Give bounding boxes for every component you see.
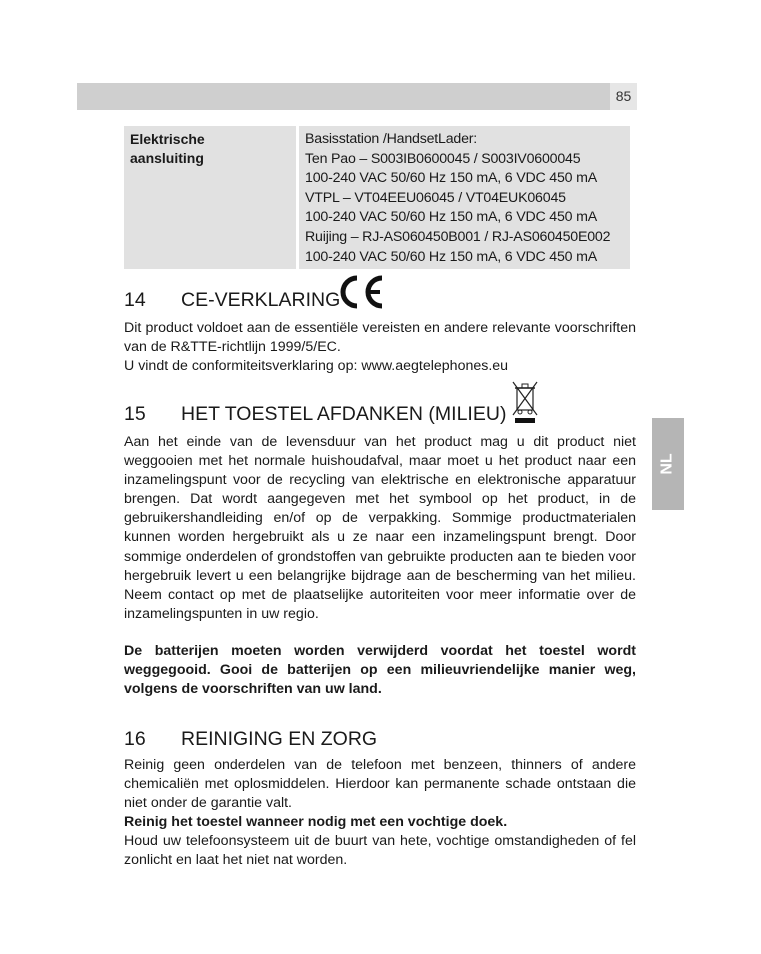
header-bar (77, 83, 610, 110)
spec-table (121, 126, 633, 269)
spec-line: Ten Pao – S003IB0600045 / S003IV0600045 (305, 150, 581, 167)
section-15-heading (124, 403, 506, 426)
page-number: 85 (610, 83, 637, 110)
section-number: 16 (124, 728, 146, 750)
section-number: 15 (124, 403, 146, 425)
section-16-heading (124, 728, 377, 751)
section-title: REINIGING EN ZORG (181, 728, 378, 750)
spec-line: 100-240 VAC 50/60 Hz 150 mA, 6 VDC 450 mA (305, 209, 597, 226)
spec-line: 100-240 VAC 50/60 Hz 150 mA, 6 VDC 450 mA (305, 248, 597, 265)
spec-line: 100-240 VAC 50/60 Hz 150 mA, 6 VDC 450 mA (305, 170, 597, 187)
section-16-storage-advice: Houd uw telefoonsysteem uit de buurt van hete, vochtige omstandigheden of fel zonlicht en laat het niet nat worden. (124, 833, 636, 869)
spec-line: VTPL – VT04EEU06045 / VT04EUK06045 (305, 189, 566, 206)
section-number: 14 (124, 289, 146, 311)
section-title: HET TOESTEL AFDANKEN (MILIEU) (181, 403, 507, 425)
section-15-paragraph: Aan het einde van de levensduur van het product mag u dit product niet weggooien met het normale huishoudafval, maar moet u het product naar een inzamelingspunt voor de recycling van elektrische en elektronische apparatuur brengen. Dat wordt aangegeven met het symbool op het product, in de gebruikershandleiding en/of op de verpakking. Sommige productmaterialen kunnen worden hergebruikt als u ze naar een inzamelingspunt brengt. Door sommige onderdelen of grondstoffen van gebruikte producten aan te bieden voor hergebruik levert u een belangrijke bijdrage aan de bescherming van het milieu. Neem contact op met de plaatselijke autoriteiten voor meer informatie over de inzamelingspunten in uw regio. (124, 434, 636, 622)
section-14-heading (124, 289, 340, 312)
section-title: CE-VERKLARING (181, 289, 341, 311)
section-16-paragraph: Reinig geen onderdelen van de telefoon met benzeen, thinners of andere chemicaliën met oplosmiddelen. Hierdoor kan permanente schade ontstaan die niet onder de garantie valt. (124, 757, 636, 812)
spec-line: Ruijing – RJ-AS060450B001 / RJ-AS060450E002 (305, 228, 611, 245)
section-16-cleaning-tip: Reinig het toestel wanneer nodig met een vochtige doek. (124, 814, 508, 830)
section-14-paragraph: Dit product voldoet aan de essentiële vereisten en andere relevante voorschriften van de R&TTE-richtlijn 1999/5/EC. (124, 320, 636, 356)
section-15-battery-warning: De batterijen moeten worden verwijderd voordat het toestel wordt weggegooid. Gooi de batterijen op een milieuvriendelijke manier weg, volgens de voorschriften van uw land. (124, 643, 636, 698)
spec-values (299, 126, 630, 269)
language-tab (652, 418, 684, 510)
section-14-url-line: U vindt de conformiteitsverklaring op: www.aegtelephones.eu (124, 358, 509, 374)
ce-mark-icon (337, 274, 387, 310)
language-tab-label: NL (658, 453, 676, 475)
spec-label: Elektrische aansluiting (124, 126, 296, 269)
weee-crossed-bin-icon (511, 379, 539, 425)
table-row (124, 126, 630, 269)
spec-line: Basisstation /HandsetLader: (305, 131, 478, 147)
